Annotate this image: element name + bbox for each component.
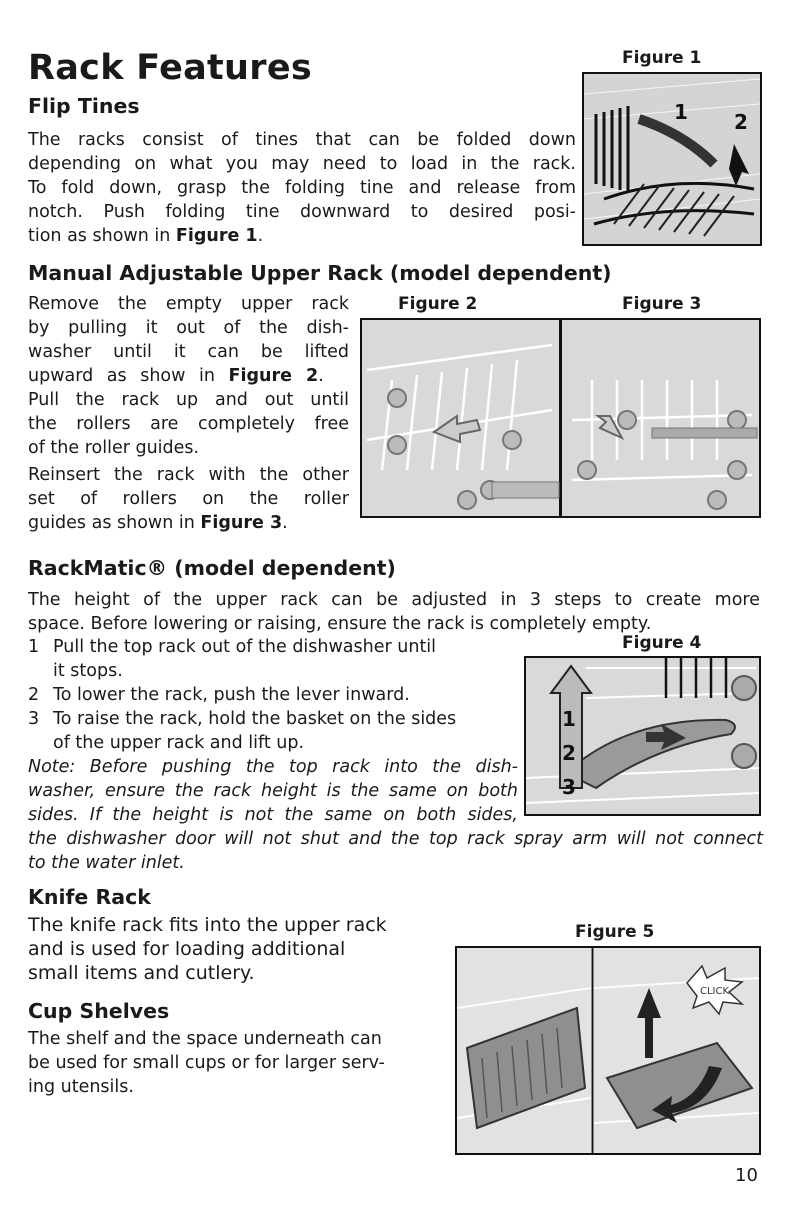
knife-rack-line: small items and cutlery. [28, 962, 255, 984]
figure-5-label: Figure 5 [575, 922, 655, 942]
flip-tines-line: notch. Push folding tine downward to desired posi- [28, 202, 576, 222]
figure-4-label: Figure 4 [622, 633, 702, 653]
flip-tines-line: The racks consist of tines that can be folded down [28, 130, 576, 150]
note-line: Note: Before pushing the top rack into the dish- [28, 757, 518, 777]
figure-1-label: Figure 1 [622, 48, 702, 68]
cup-shelves-line: ing utensils. [28, 1077, 134, 1097]
flip-tines-line: depending on what you may need to load in the rack. [28, 154, 576, 174]
step-2: 2 To lower the rack, push the lever inward. [28, 685, 410, 705]
note-line: to the water inlet. [28, 853, 185, 873]
upper-rack-line: Remove the empty upper rack [28, 294, 349, 314]
figure-1-image [582, 72, 762, 246]
knife-rack-cup-shelf-illustration [457, 948, 759, 1153]
callout-1: 1 [562, 707, 576, 731]
figure-2-label: Figure 2 [398, 294, 478, 314]
upper-rack-line: Reinsert the rack with the other [28, 465, 349, 485]
callout-2: 2 [734, 110, 748, 134]
knife-rack-line: The knife rack fits into the upper rack [28, 914, 387, 936]
rackmatic-lever-illustration [526, 658, 759, 814]
cup-shelves-line: The shelf and the space underneath can [28, 1029, 382, 1049]
note-line: washer, ensure the rack height is the same on both [28, 781, 518, 801]
note-line: the dishwasher door will not shut and the top rack spray arm will not connect [28, 829, 763, 849]
rackmatic-intro: space. Before lowering or raising, ensure the rack is completely empty. [28, 614, 652, 634]
folding-tines-illustration [584, 74, 760, 244]
step-3-cont: of the upper rack and lift up. [53, 733, 305, 753]
heading-upper-rack: Manual Adjustable Upper Rack (model dependent) [28, 261, 612, 285]
heading-cup-shelves: Cup Shelves [28, 999, 170, 1023]
figure-3-label: Figure 3 [622, 294, 702, 314]
callout-1: 1 [674, 100, 688, 124]
callout-3: 3 [562, 775, 576, 799]
figure-reference: Figure 3 [200, 513, 283, 533]
step-1: 1 Pull the top rack out of the dishwasher until [28, 637, 437, 657]
upper-rack-line: washer until it can be lifted [28, 342, 349, 362]
heading-rackmatic: RackMatic® (model dependent) [28, 556, 396, 580]
figure-4-image [524, 656, 761, 816]
rack-removal-illustration [362, 320, 759, 516]
page-title: Rack Features [28, 48, 313, 88]
figure-reference: Figure 1 [175, 226, 258, 246]
rackmatic-intro: The height of the upper rack can be adjusted in 3 steps to create more [28, 590, 760, 610]
upper-rack-line-figure-2: upward as show in Figure 2. [28, 366, 324, 386]
flip-tines-line: To fold down, grasp the folding tine and release from [28, 178, 576, 198]
upper-rack-line: of the roller guides. [28, 438, 200, 458]
figure-reference: Figure 2 [228, 366, 319, 386]
cup-shelves-line: be used for small cups or for larger serv- [28, 1053, 385, 1073]
upper-rack-line: by pulling it out of the dish- [28, 318, 349, 338]
figure-5-image [455, 946, 761, 1155]
click-callout: CLICK [700, 986, 730, 997]
upper-rack-line: set of rollers on the roller [28, 489, 349, 509]
knife-rack-line: and is used for loading additional [28, 938, 346, 960]
upper-rack-line: the rollers are completely free [28, 414, 349, 434]
callout-2: 2 [562, 741, 576, 765]
upper-rack-last-line: guides as shown in Figure 3. [28, 513, 288, 533]
heading-flip-tines: Flip Tines [28, 94, 140, 118]
page-number: 10 [735, 1165, 758, 1186]
figure-2-3-image [360, 318, 761, 518]
step-1-cont: it stops. [53, 661, 123, 681]
heading-knife-rack: Knife Rack [28, 885, 151, 909]
note-line: sides. If the height is not the same on both sides, [28, 805, 518, 825]
flip-tines-last-line: tion as shown in Figure 1. [28, 226, 264, 246]
step-3: 3 To raise the rack, hold the basket on the sides [28, 709, 457, 729]
upper-rack-line: Pull the rack up and out until [28, 390, 349, 410]
